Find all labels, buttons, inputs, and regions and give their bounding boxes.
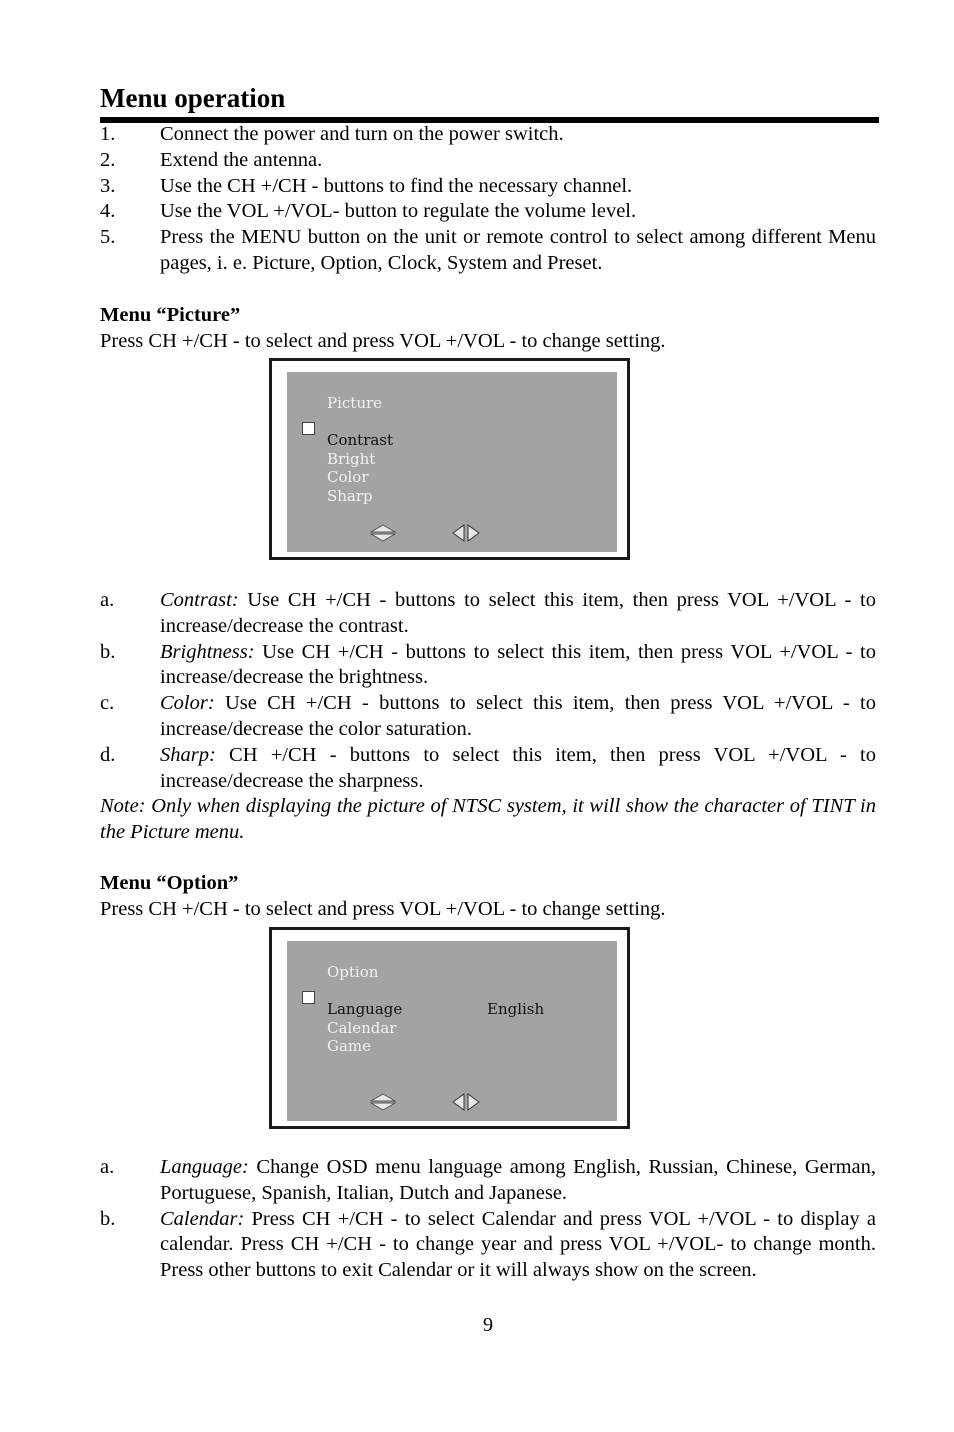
- osd-item-bright: Bright: [327, 449, 376, 468]
- osd-item-contrast: Contrast: [327, 431, 394, 449]
- item-text: Use CH +/CH - buttons to select this item, then press VOL +/VOL - to increase/decrease the color saturation.: [160, 692, 876, 740]
- item-term: Brightness:: [160, 640, 255, 663]
- step-text: Extend the antenna.: [160, 148, 323, 171]
- osd-item-game: Game: [327, 1037, 372, 1055]
- item-letter: c.: [100, 692, 115, 715]
- list-item: [100, 588, 876, 640]
- item-term: Calendar:: [160, 1207, 245, 1230]
- item-text: Press CH +/CH - to select Calendar and press VOL +/VOL - to display a calendar. Press CH +/CH - to change year and press VOL +/VOL- to change month. Press other buttons to exit Calendar or it will always show on the screen.: [160, 1207, 876, 1282]
- osd-panel: [287, 941, 617, 1121]
- item-letter: b.: [100, 640, 116, 663]
- picture-menu-desc: Press CH +/CH - to select and press VOL +/VOL - to change setting.: [100, 330, 666, 352]
- osd-item-calendar: Calendar: [327, 1018, 397, 1037]
- item-term: Color:: [160, 692, 215, 715]
- step-number: 4.: [100, 200, 116, 223]
- left-right-arrows-icon: [452, 524, 480, 542]
- up-down-arrows-icon: [370, 524, 396, 542]
- option-menu-screen: [269, 927, 630, 1129]
- step-item: [100, 148, 876, 174]
- osd-language-value: English: [487, 1000, 545, 1018]
- item-text: Use CH +/CH - buttons to select this item, then press VOL +/VOL - to increase/decrease the brightness.: [160, 640, 876, 689]
- picture-menu-screen: [269, 358, 630, 560]
- option-menu-heading: Menu “Option”: [100, 872, 239, 894]
- item-text: Change OSD menu language among English, Russian, Chinese, German, Portuguese, Spanish, Italian, Dutch and Japanese.: [160, 1156, 876, 1204]
- page-title: Menu operation: [100, 83, 286, 113]
- osd-item-list: [327, 1000, 402, 1056]
- step-text: Press the MENU button on the unit or remote control to select among different Menu pages, i. e. Picture, Option, Clock, System and Preset.: [160, 226, 876, 274]
- step-number: 5.: [100, 226, 116, 249]
- item-term: Contrast:: [160, 589, 239, 611]
- step-item: [100, 122, 876, 148]
- left-right-arrows-icon: [452, 1093, 480, 1111]
- up-down-arrows-icon: [370, 1093, 396, 1111]
- osd-item-sharp: Sharp: [327, 486, 373, 505]
- list-item: [100, 691, 876, 743]
- step-number: 3.: [100, 174, 116, 197]
- option-menu-desc: Press CH +/CH - to select and press VOL +/VOL - to change setting.: [100, 898, 666, 920]
- checkbox-icon: [302, 422, 315, 435]
- item-letter: d.: [100, 743, 116, 766]
- option-items-list: [100, 1155, 876, 1284]
- osd-panel: [287, 372, 617, 552]
- osd-item-color: Color: [327, 468, 369, 486]
- step-item: [100, 199, 876, 225]
- list-item: [100, 1207, 876, 1284]
- step-text: Use the CH +/CH - buttons to find the necessary channel.: [160, 174, 633, 197]
- list-item: [100, 743, 876, 795]
- item-letter: a.: [100, 1156, 115, 1178]
- item-text: Use CH +/CH - buttons to select this item, then press VOL +/VOL - to increase/decrease the contrast.: [160, 589, 876, 637]
- picture-menu-heading: Menu “Picture”: [100, 304, 241, 326]
- step-number: 1.: [100, 123, 116, 145]
- steps-list: [100, 122, 876, 277]
- list-item: [100, 640, 876, 692]
- step-item: [100, 174, 876, 200]
- item-letter: a.: [100, 589, 115, 611]
- osd-title: Option: [327, 963, 379, 981]
- item-text: CH +/CH - buttons to select this item, then press VOL +/VOL - to increase/decrease the sharpness.: [160, 743, 876, 792]
- step-text: Use the VOL +/VOL- button to regulate the volume level.: [160, 200, 637, 223]
- osd-item-language: Language: [327, 1000, 403, 1018]
- picture-items-list: [100, 588, 876, 794]
- item-term: Language:: [160, 1156, 249, 1178]
- step-text: Connect the power and turn on the power switch.: [160, 123, 564, 145]
- osd-item-list: [327, 431, 393, 505]
- item-letter: b.: [100, 1207, 116, 1230]
- step-item: [100, 225, 876, 277]
- page-number: 9: [482, 1314, 494, 1336]
- ntsc-note: Note: Only when displaying the picture of NTSC system, it will show the character of TINT in the Picture menu.: [100, 795, 876, 843]
- item-term: Sharp:: [160, 743, 216, 766]
- step-number: 2.: [100, 148, 116, 171]
- osd-title: Picture: [327, 394, 383, 412]
- list-item: [100, 1155, 876, 1207]
- checkbox-icon: [302, 991, 315, 1004]
